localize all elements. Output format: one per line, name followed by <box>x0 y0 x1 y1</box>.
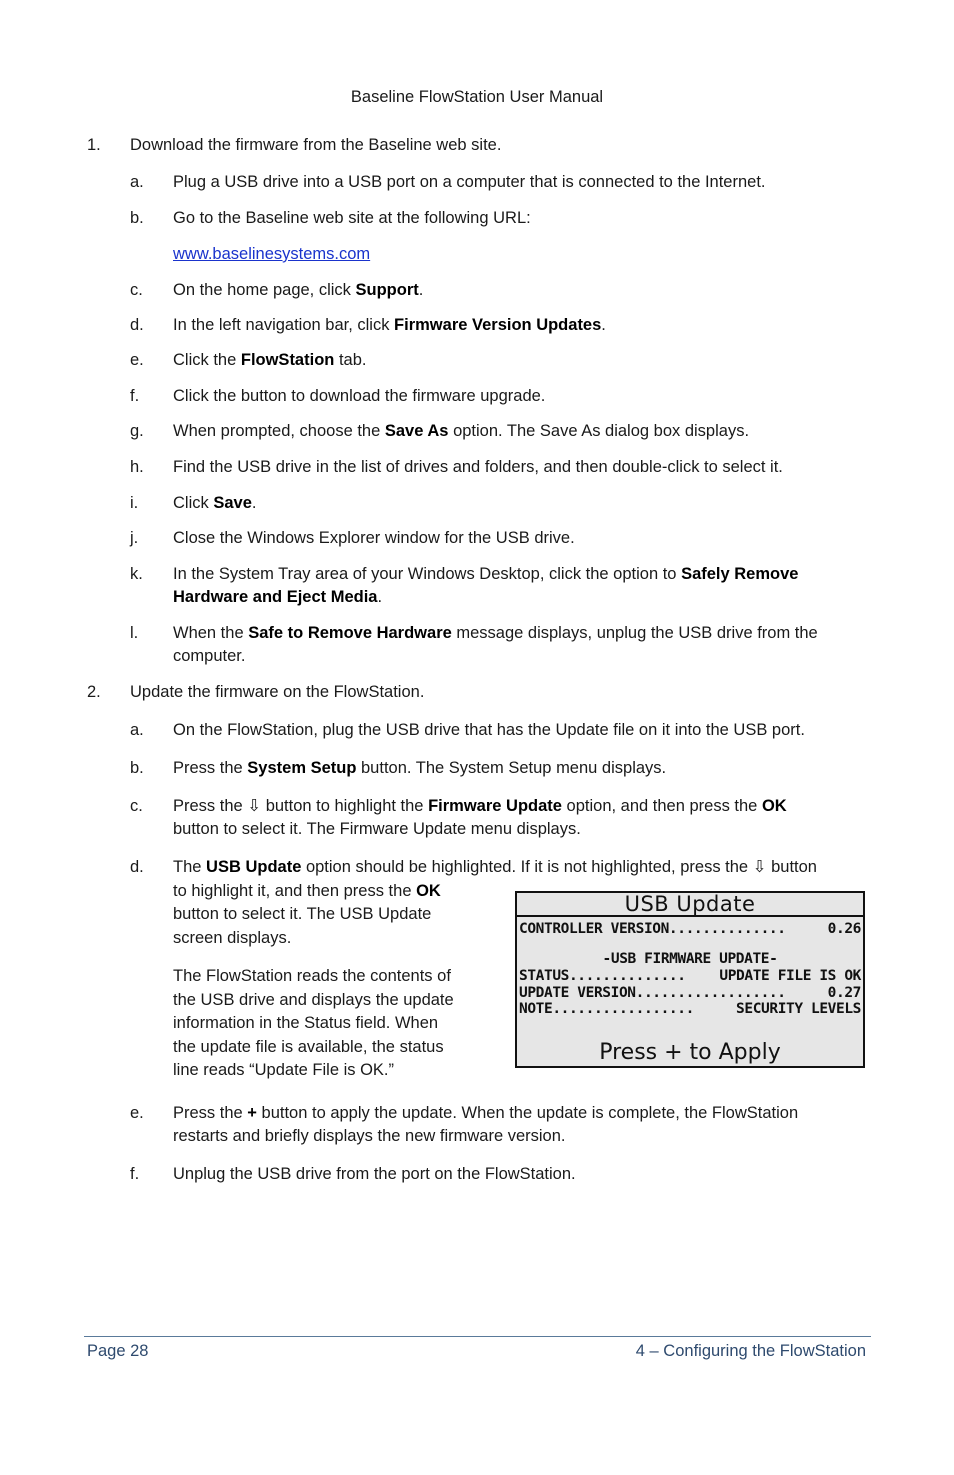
paragraph-line: the USB drive and displays the update <box>173 990 454 1009</box>
substep-text <box>173 622 818 646</box>
substep-letter: d. <box>130 316 144 334</box>
substep-text: Close the Windows Explorer window for the USB drive. <box>173 529 575 547</box>
substep-letter: a. <box>130 173 144 191</box>
text: On the home page, click <box>173 281 356 299</box>
bold-term: OK <box>416 882 441 900</box>
text: . <box>251 494 257 512</box>
text: The <box>173 858 207 876</box>
text: . <box>377 588 383 606</box>
apply-prompt: Press + to Apply <box>599 1040 781 1065</box>
substep-letter: f. <box>130 1165 140 1183</box>
text: Click <box>173 494 214 512</box>
substep-text-line2: restarts and briefly displays the new firmware version. <box>173 1127 566 1145</box>
bold-term: Safely Remove <box>681 565 799 583</box>
substep-letter: j. <box>130 529 139 547</box>
substep-text: Unplug the USB drive from the port on the FlowStation. <box>173 1165 576 1183</box>
usb-update-screen-image <box>515 891 865 1068</box>
paragraph-line: line reads “Update File is OK.” <box>173 1061 395 1079</box>
substep-letter: b. <box>130 759 144 777</box>
substep-text-line3: button to select it. The USB Update <box>173 905 432 923</box>
controller-version-row <box>519 921 861 937</box>
note-value: SECURITY LEVELS <box>736 1001 861 1017</box>
substep-letter: g. <box>130 422 144 440</box>
bold-term: FlowStation <box>240 351 335 369</box>
substep-text: Go to the Baseline web site at the following URL: <box>173 209 531 227</box>
substep-letter: i. <box>130 494 139 512</box>
text: . <box>418 281 424 299</box>
controller-version-value: 0.26 <box>827 921 861 937</box>
text: message displays, unplug the USB drive from the <box>451 624 818 642</box>
substep-text: On the FlowStation, plug the USB drive that has the Update file on it into the USB port. <box>173 721 805 739</box>
text: . <box>601 316 606 334</box>
substep-letter: k. <box>130 565 143 583</box>
update-version-value: 0.27 <box>827 985 861 1001</box>
chapter-title: 4 – Configuring the FlowStation <box>635 1342 866 1360</box>
text: option should be highlighted. If it is not highlighted, press the ⇩ button <box>301 858 817 876</box>
bold-term: Firmware Update <box>428 797 562 815</box>
bold-term: Support <box>355 281 419 299</box>
text: Press the ⇩ button to highlight the <box>173 797 429 815</box>
text: to highlight it, and then press the <box>173 882 417 900</box>
substep-letter: c. <box>130 281 143 299</box>
screen-title: USB Update <box>517 893 863 917</box>
substep-text <box>173 492 256 516</box>
footer-divider <box>84 1336 871 1337</box>
status-row <box>519 968 861 984</box>
substep-text: Click the button to download the firmware upgrade. <box>173 387 546 405</box>
substep-text-line2 <box>173 586 382 610</box>
bold-term: USB Update <box>206 858 302 876</box>
substep-text-line4: screen displays. <box>173 929 292 947</box>
bold-term: System Setup <box>247 759 357 777</box>
bold-term: Hardware and Eject Media <box>173 588 378 606</box>
bold-term: Firmware Version Updates <box>394 316 602 334</box>
substep-text-line2 <box>173 880 441 904</box>
substep-text <box>173 757 666 781</box>
status-label: STATUS.............. <box>519 968 686 984</box>
step-text: Update the firmware on the FlowStation. <box>130 683 425 701</box>
firmware-section-heading <box>519 951 861 967</box>
substep-text-line2: button to select it. The Firmware Update menu displays. <box>173 820 581 838</box>
substep-letter: d. <box>130 858 144 876</box>
substep-text <box>173 1102 798 1126</box>
text: Press the <box>173 1104 248 1122</box>
note-row <box>519 1001 861 1017</box>
controller-version-label: CONTROLLER VERSION.............. <box>519 921 786 937</box>
update-version-row <box>519 985 861 1001</box>
substep-letter: e. <box>130 351 144 369</box>
text: Press the <box>173 759 248 777</box>
paragraph-line: information in the Status field. When <box>173 1014 439 1032</box>
text: tab. <box>334 351 367 369</box>
substep-letter: b. <box>130 209 144 227</box>
substep-text <box>173 279 423 303</box>
substep-letter: h. <box>130 458 144 476</box>
substep-text <box>173 420 749 444</box>
note-label: NOTE................. <box>519 1001 694 1017</box>
status-value: UPDATE FILE IS OK <box>719 968 861 984</box>
substep-text <box>173 349 366 373</box>
substep-text: Find the USB drive in the list of drives and folders, and then double-click to select it. <box>173 458 783 476</box>
substep-letter: c. <box>130 797 143 815</box>
text: When the <box>173 624 249 642</box>
page-header: Baseline FlowStation User Manual <box>350 88 604 106</box>
text: When prompted, choose the <box>173 422 385 440</box>
bold-term: OK <box>761 797 787 815</box>
description-paragraph <box>173 965 454 1083</box>
substep-text-line2: computer. <box>173 647 246 665</box>
substep-letter: f. <box>130 387 140 405</box>
page-number: Page 28 <box>87 1342 149 1360</box>
substep-letter: e. <box>130 1104 144 1122</box>
bold-term: + <box>247 1104 257 1122</box>
update-version-label: UPDATE VERSION.................. <box>519 985 786 1001</box>
substep-text <box>173 314 606 338</box>
paragraph-line: The FlowStation reads the contents of <box>173 967 451 985</box>
substep-letter: a. <box>130 721 144 739</box>
text: In the left navigation bar, click <box>173 316 395 334</box>
text: option. The Save As dialog box displays. <box>448 422 750 440</box>
text: option, and then press the <box>561 797 762 815</box>
text: button. The System Setup menu displays. <box>356 759 667 777</box>
text: In the System Tray area of your Windows Desktop, click the option to <box>173 565 682 583</box>
bold-term: Safe to Remove Hardware <box>248 624 452 642</box>
step-number: 2. <box>87 683 101 701</box>
bold-term: Save <box>213 494 252 512</box>
baseline-url-link[interactable]: www.baselinesystems.com <box>173 245 371 263</box>
section-label: -USB FIRMWARE UPDATE- <box>602 951 778 967</box>
step-number: 1. <box>87 136 101 154</box>
substep-text <box>173 856 817 880</box>
substep-text <box>173 795 787 819</box>
substep-text <box>173 563 798 587</box>
text: button to apply the update. When the update is complete, the FlowStation <box>256 1104 799 1122</box>
paragraph-line: the update file is available, the status <box>173 1037 444 1056</box>
text: Click the <box>173 351 241 369</box>
bold-term: Save As <box>384 422 449 440</box>
step-text: Download the firmware from the Baseline web site. <box>130 136 502 154</box>
substep-text: Plug a USB drive into a USB port on a computer that is connected to the Internet. <box>173 173 766 191</box>
substep-letter: l. <box>130 624 139 642</box>
